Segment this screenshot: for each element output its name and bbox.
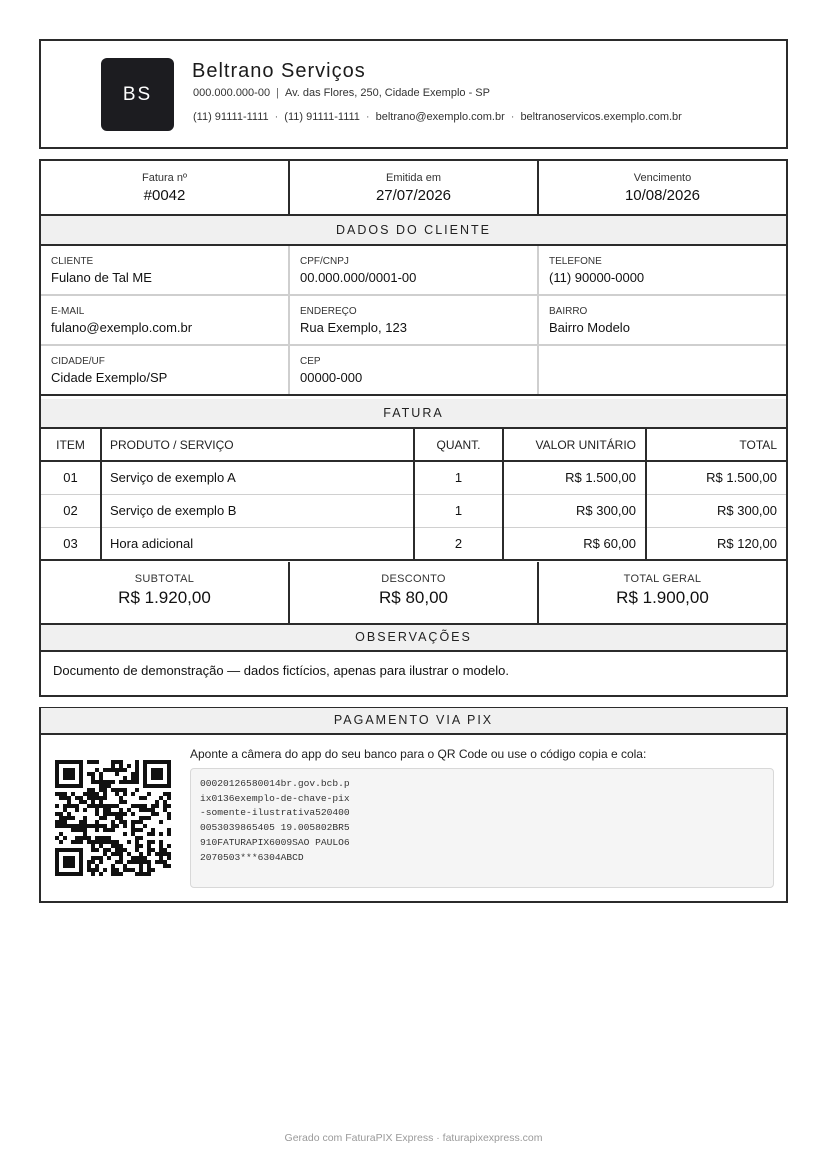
issued-date-label: Emitida em — [385, 172, 442, 184]
company-document-address: 000.000.000-00 | Av. das Flores, 250, Cidade Exemplo - SP — [193, 87, 490, 99]
invoice-number-label: Fatura nº — [142, 172, 187, 184]
client-section-title: DADOS DO CLIENTE — [41, 216, 786, 246]
client-name-cell — [41, 246, 290, 294]
header-item: ITEM — [41, 429, 101, 461]
client-address-cell — [290, 296, 539, 344]
subtotal-value: R$ 1.920,00 — [118, 588, 211, 607]
grand-total-value: R$ 1.900,00 — [616, 588, 709, 607]
issued-date-cell — [290, 161, 539, 214]
discount-cell — [290, 562, 539, 623]
cell-total: R$ 120,00 — [646, 527, 786, 560]
client-cnpj: 00.000.000/0001-00 — [300, 270, 417, 285]
cell-unit-price: R$ 1.500,00 — [503, 461, 646, 494]
company-contacts: (11) 91111-1111 · (11) 91111-1111 · beltrano@exemplo.com.br · beltranoservicos.exemplo.com.br — [193, 111, 682, 123]
client-address: Rua Exemplo, 123 — [300, 320, 407, 335]
field-label: BAIRRO — [549, 306, 588, 317]
client-city: Cidade Exemplo/SP — [51, 370, 168, 385]
items-section-title: FATURA — [41, 399, 786, 429]
client-district-cell — [539, 296, 786, 344]
cell-unit-price: R$ 300,00 — [503, 494, 646, 527]
items-table — [41, 429, 786, 561]
pix-qr-code-icon[interactable] — [55, 760, 171, 876]
due-date-cell — [539, 161, 786, 214]
company-header — [39, 39, 788, 149]
cell-qty: 1 — [414, 461, 503, 494]
header-qty: QUANT. — [414, 429, 503, 461]
observations-section-title: OBSERVAÇÕES — [41, 625, 786, 652]
field-label: CLIENTE — [51, 256, 94, 267]
client-city-cell — [41, 346, 290, 394]
company-name: Beltrano Serviços — [192, 60, 366, 82]
empty-cell — [539, 346, 786, 394]
client-name: Fulano de Tal ME — [51, 270, 152, 285]
client-cnpj-cell — [290, 246, 539, 294]
cell-item: 01 — [41, 461, 101, 494]
cell-product: Hora adicional — [101, 527, 414, 560]
field-label: E-MAIL — [51, 306, 85, 317]
header-total: TOTAL — [646, 429, 786, 461]
subtotal-label: SUBTOTAL — [134, 573, 195, 585]
company-logo — [101, 58, 174, 131]
cell-qty: 1 — [414, 494, 503, 527]
cell-unit-price: R$ 60,00 — [503, 527, 646, 560]
issued-date: 27/07/2026 — [375, 187, 452, 204]
client-email-cell — [41, 296, 290, 344]
pix-payment-box — [39, 707, 788, 903]
subtotal-cell — [41, 562, 290, 623]
logo-initials: BS — [122, 83, 153, 105]
header-product: PRODUTO / SERVIÇO — [101, 429, 414, 461]
client-row — [41, 296, 786, 346]
client-row — [41, 346, 786, 396]
pix-copy-paste-code[interactable] — [190, 768, 774, 888]
table-row — [41, 494, 786, 527]
footer-credit: Gerado com FaturaPIX Express · faturapixexpress.com — [284, 1132, 543, 1144]
invoice-meta — [41, 161, 786, 216]
cell-total: R$ 300,00 — [646, 494, 786, 527]
cell-product: Serviço de exemplo B — [101, 494, 414, 527]
company-address: Av. das Flores, 250, Cidade Exemplo - SP — [284, 87, 490, 99]
client-zip: 00000-000 — [300, 370, 363, 385]
due-date: 10/08/2026 — [624, 187, 701, 204]
field-label: CIDADE/UF — [51, 356, 105, 367]
field-label: ENDEREÇO — [300, 306, 357, 317]
cell-total: R$ 1.500,00 — [646, 461, 786, 494]
client-phone-cell — [539, 246, 786, 294]
table-row — [41, 461, 786, 494]
cell-item: 02 — [41, 494, 101, 527]
discount-label: DESCONTO — [381, 573, 446, 585]
field-label: CEP — [300, 356, 321, 367]
grand-total-cell — [539, 562, 786, 623]
client-grid — [41, 246, 786, 396]
pix-section-title: PAGAMENTO VIA PIX — [41, 708, 786, 735]
invoice-body — [39, 159, 788, 697]
client-district: Bairro Modelo — [549, 320, 630, 335]
table-row — [41, 527, 786, 560]
company-document: 000.000.000-00 — [193, 87, 271, 99]
client-zip-cell — [290, 346, 539, 394]
observations-text: Documento de demonstração — dados fictícios, apenas para ilustrar o modelo. — [53, 663, 509, 678]
field-label: CPF/CNPJ — [300, 256, 349, 267]
due-date-label: Vencimento — [633, 172, 692, 184]
header-unit-price: VALOR UNITÁRIO — [503, 429, 646, 461]
cell-qty: 2 — [414, 527, 503, 560]
cell-product: Serviço de exemplo A — [101, 461, 414, 494]
company-email[interactable]: beltrano@exemplo.com.br — [375, 111, 505, 123]
grand-total-label: TOTAL GERAL — [623, 573, 702, 585]
pix-code-text[interactable]: 00020126580014br.gov.bcb.pix0136exemplo-de-chave-pix-somente-ilustrativa5204000053039865405 19.005802BR5910FATURAPIX6009SAO PAULO62070503***6304ABCD — [200, 778, 350, 863]
company-website[interactable]: beltranoservicos.exemplo.com.br — [520, 111, 682, 123]
field-label: TELEFONE — [549, 256, 602, 267]
company-phone-2: (11) 91111-1111 — [284, 111, 360, 123]
client-row — [41, 246, 786, 296]
invoice-number: #0042 — [143, 187, 186, 204]
client-phone: (11) 90000-0000 — [549, 270, 645, 285]
company-phone-1: (11) 91111-1111 — [193, 111, 269, 123]
items-header-row — [41, 429, 786, 461]
cell-item: 03 — [41, 527, 101, 560]
invoice-number-cell — [41, 161, 290, 214]
discount-value: R$ 80,00 — [379, 588, 448, 607]
pix-instructions: Aponte a câmera do app do seu banco para o QR Code ou use o código copia e cola: — [190, 747, 647, 761]
client-email: fulano@exemplo.com.br — [51, 320, 193, 335]
totals-row — [41, 562, 786, 625]
